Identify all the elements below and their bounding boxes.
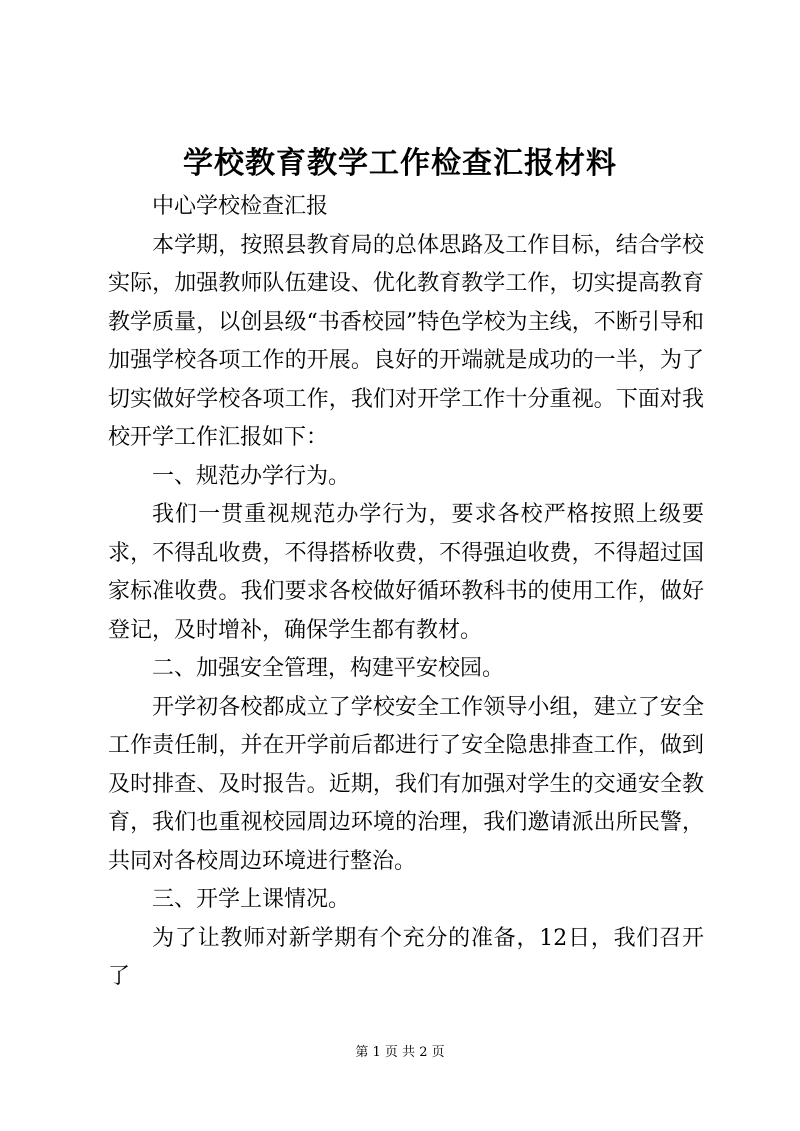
paragraph-section-3: 为了让教师对新学期有个充分的准备，12日，我们召开了 (108, 925, 704, 989)
paragraph-section-1: 我们一贯重视规范办学行为，要求各校严格按照上级要求，不得乱收费，不得搭桥收费，不得强迫收费，不得超过国家标准收费。我们要求各校做好循环教科书的使用工作，做好登记，及时增补，确保学生都有教材。 (108, 502, 704, 643)
paragraph-intro: 本学期，按照县教育局的总体思路及工作目标，结合学校实际，加强教师队伍建设、优化教育教学工作，切实提高教育教学质量，以创县级“书香校园”特色学校为主线，不断引导和加强学校各项工作的开展。良好的开端就是成功的一半，为了切实做好学校各项工作，我们对开学工作十分重视。下面对我校开学工作汇报如下： (108, 232, 704, 450)
document-body (108, 188, 704, 997)
paragraph-section-2: 开学初各校都成立了学校安全工作领导小组，建立了安全工作责任制，并在开学前后都进行了安全隐患排查工作，做到及时排查、及时报告。近期，我们有加强对学生的交通安全教育，我们也重视校园周边环境的治理，我们邀请派出所民警，共同对各校周边环境进行整治。 (108, 694, 704, 874)
paragraph-subtitle: 中心学校检查汇报 (152, 194, 329, 219)
section-heading-2: 二、加强安全管理，构建平安校园。 (152, 656, 505, 681)
section-heading-1: 一、规范办学行为。 (152, 463, 351, 489)
document-title: 学校教育教学工作检查汇报材料 (183, 146, 617, 181)
page-number-footer: 第 1 页 共 2 页 (355, 1045, 445, 1060)
section-heading-3: 三、开学上课情况。 (152, 887, 351, 912)
